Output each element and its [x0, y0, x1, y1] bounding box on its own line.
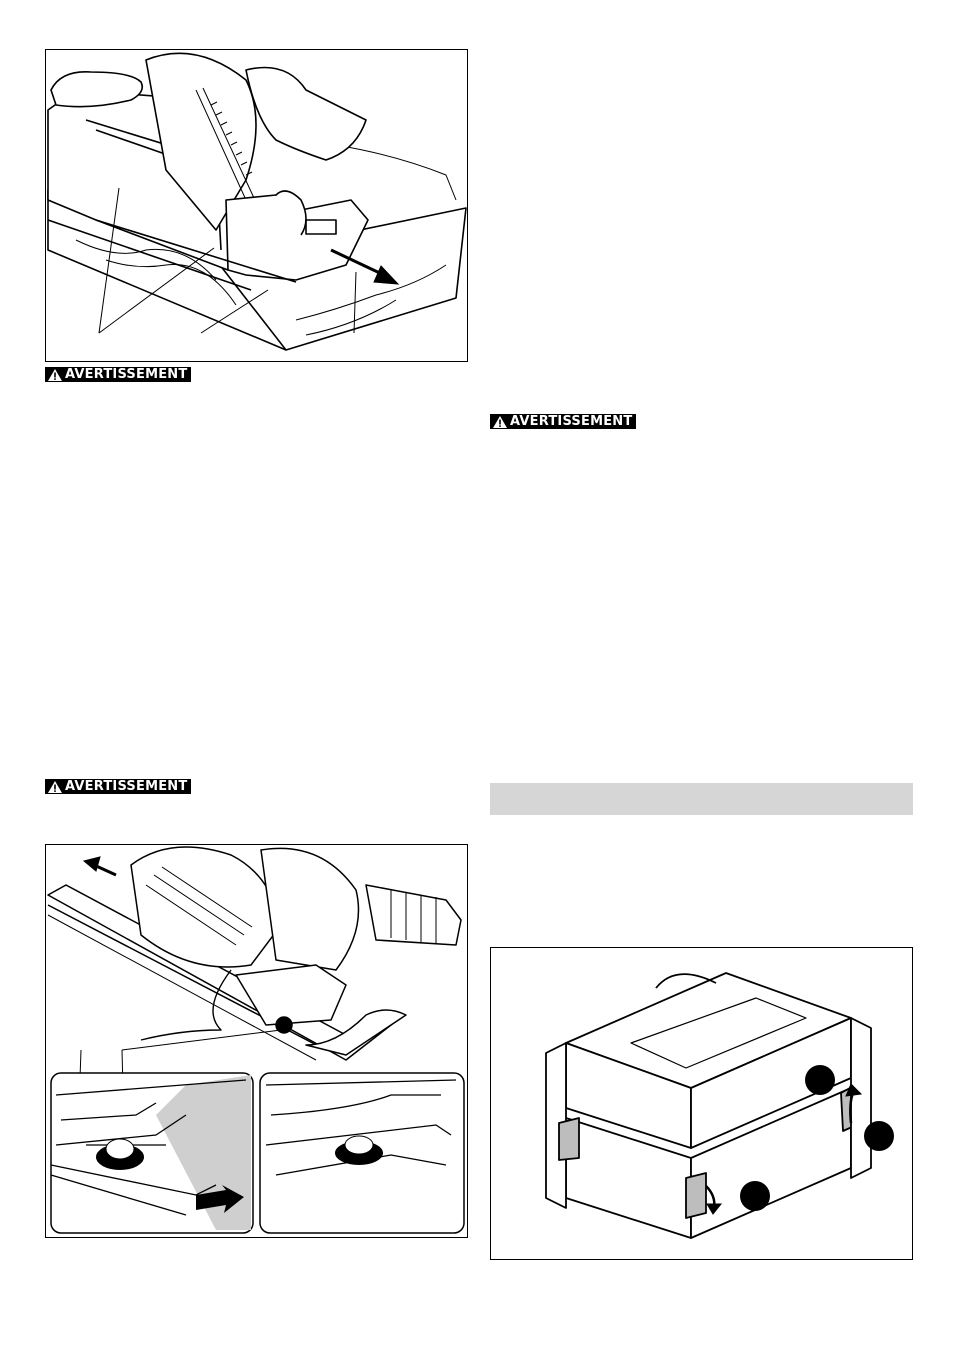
warning-label-1: AVERTISSEMENT	[65, 367, 188, 382]
warning-badge-3	[45, 779, 191, 794]
callout-1-marker	[740, 1181, 770, 1211]
warning-triangle-icon	[48, 369, 62, 381]
callout-1: 1	[749, 1188, 750, 1189]
callout-3: 3	[873, 1128, 874, 1129]
warning-badge-2	[490, 414, 636, 429]
warning-triangle-icon	[48, 781, 62, 793]
saw-workpiece-illustration	[46, 50, 469, 363]
callout-3-marker	[864, 1121, 894, 1151]
warning-label-2: AVERTISSEMENT	[510, 414, 633, 429]
stacked-cases-illustration	[491, 948, 914, 1261]
section-header-bar	[490, 783, 913, 815]
figure-saw-guide-rail	[45, 844, 468, 1238]
warning-label-3: AVERTISSEMENT	[65, 779, 188, 794]
figure-saw-workpiece	[45, 49, 468, 362]
warning-badge-1	[45, 367, 191, 382]
warning-triangle-icon	[493, 416, 507, 428]
callout-2: 2	[814, 1072, 815, 1073]
figure-stacked-cases	[490, 947, 913, 1260]
callout-2-marker	[805, 1065, 835, 1095]
saw-guide-rail-illustration	[46, 845, 469, 1239]
